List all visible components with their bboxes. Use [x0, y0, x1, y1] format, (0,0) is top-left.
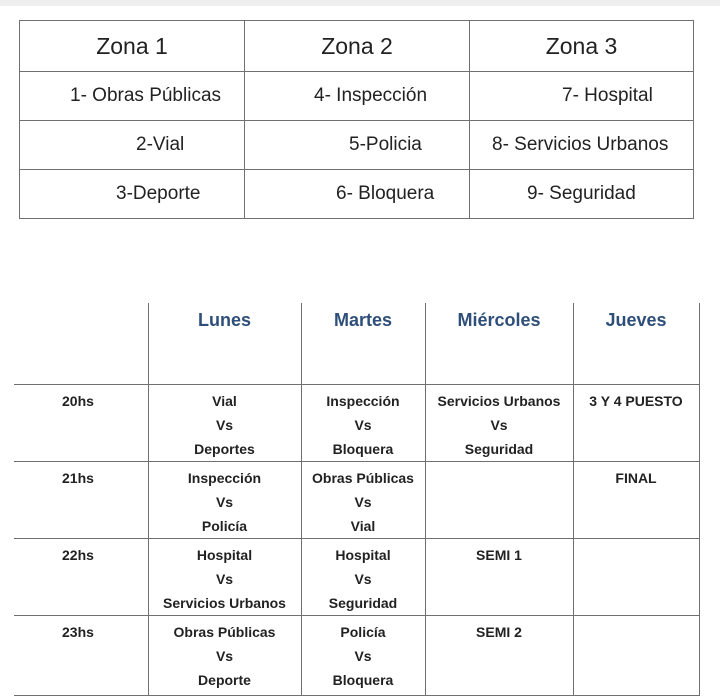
- match-text: Vial: [212, 393, 237, 409]
- zone-team-cell: 5-Policia: [245, 121, 470, 170]
- match-text: Hospital: [335, 547, 391, 563]
- schedule-body: [14, 385, 699, 696]
- day-header: Lunes: [148, 303, 301, 385]
- schedule-row: [14, 385, 699, 462]
- zones-row: [20, 72, 694, 121]
- match-text: Seguridad: [328, 595, 398, 611]
- match-cell: [148, 385, 301, 462]
- zone-team-cell: 8- Servicios Urbanos: [470, 121, 694, 170]
- match-cell: [148, 462, 301, 539]
- match-text: Bloquera: [332, 672, 394, 688]
- time-slot: 22hs: [14, 539, 148, 616]
- match-text: Obras Públicas: [173, 624, 276, 640]
- zones-header-row: [20, 21, 694, 72]
- match-text: Bloquera: [332, 441, 394, 457]
- zones-row: [20, 121, 694, 170]
- match-text: Seguridad: [464, 441, 534, 457]
- zone-team-cell: 4- Inspección: [245, 72, 470, 121]
- match-text: Deporte: [198, 672, 251, 688]
- match-text: FINAL: [615, 470, 657, 486]
- versus-label: Vs: [354, 494, 372, 510]
- versus-label: Vs: [490, 417, 508, 433]
- schedule-row: [14, 462, 699, 539]
- versus-label: Vs: [354, 648, 372, 664]
- versus-label: Vs: [215, 571, 234, 587]
- match-text: Inspección: [187, 470, 262, 486]
- match-cell: [425, 616, 573, 696]
- zone-team-cell: 6- Bloquera: [245, 170, 470, 219]
- match-text: Obras Públicas: [312, 470, 414, 486]
- schedule-corner-cell: [14, 303, 148, 385]
- zone-header: Zona 1: [20, 21, 245, 72]
- zone-team-cell: 9- Seguridad: [470, 170, 694, 219]
- day-header: Jueves: [573, 303, 699, 385]
- zone-header: Zona 3: [470, 21, 694, 72]
- match-cell: [573, 385, 699, 462]
- versus-label: Vs: [215, 648, 234, 664]
- match-text: Policía: [201, 518, 248, 534]
- day-header: Martes: [301, 303, 425, 385]
- time-slot: 21hs: [14, 462, 148, 539]
- schedule-header-row: [14, 303, 699, 385]
- versus-label: Vs: [354, 571, 372, 587]
- match-cell: [425, 539, 573, 616]
- match-text: 3 Y 4 PUESTO: [589, 393, 683, 409]
- zone-team-cell: 7- Hospital: [470, 72, 694, 121]
- time-slot: 20hs: [14, 385, 148, 462]
- match-text: SEMI 2: [476, 624, 522, 640]
- schedule-row: [14, 539, 699, 616]
- match-cell: [425, 385, 573, 462]
- match-text: Hospital: [196, 547, 253, 563]
- match-text: Servicios Urbanos: [437, 393, 561, 409]
- match-text: Deportes: [194, 441, 255, 457]
- match-text: SEMI 1: [476, 547, 522, 563]
- time-slot: 23hs: [14, 616, 148, 696]
- schedule-table: [14, 303, 700, 696]
- zone-team-cell: 3-Deporte: [20, 170, 245, 219]
- zone-header: Zona 2: [245, 21, 470, 72]
- zone-team-cell: 2-Vial: [20, 121, 245, 170]
- match-cell: [301, 385, 425, 462]
- match-cell: [301, 616, 425, 696]
- match-text: Servicios Urbanos: [163, 595, 286, 611]
- zone-team-cell: 1- Obras Públicas: [20, 72, 245, 121]
- match-cell: [573, 539, 699, 616]
- match-cell: [301, 462, 425, 539]
- match-cell: [573, 462, 699, 539]
- match-text: Policía: [340, 624, 386, 640]
- match-cell: [148, 539, 301, 616]
- zones-row: [20, 170, 694, 219]
- schedule-row: [14, 616, 699, 696]
- zones-table: [19, 20, 694, 219]
- versus-label: Vs: [354, 417, 372, 433]
- match-text: Vial: [350, 518, 376, 534]
- match-cell: [148, 616, 301, 696]
- day-header: Miércoles: [425, 303, 573, 385]
- match-cell: [301, 539, 425, 616]
- match-cell: [425, 462, 573, 539]
- top-bar: [0, 0, 720, 6]
- versus-label: Vs: [215, 417, 234, 433]
- versus-label: Vs: [215, 494, 234, 510]
- match-cell: [573, 616, 699, 696]
- match-text: Inspección: [326, 393, 400, 409]
